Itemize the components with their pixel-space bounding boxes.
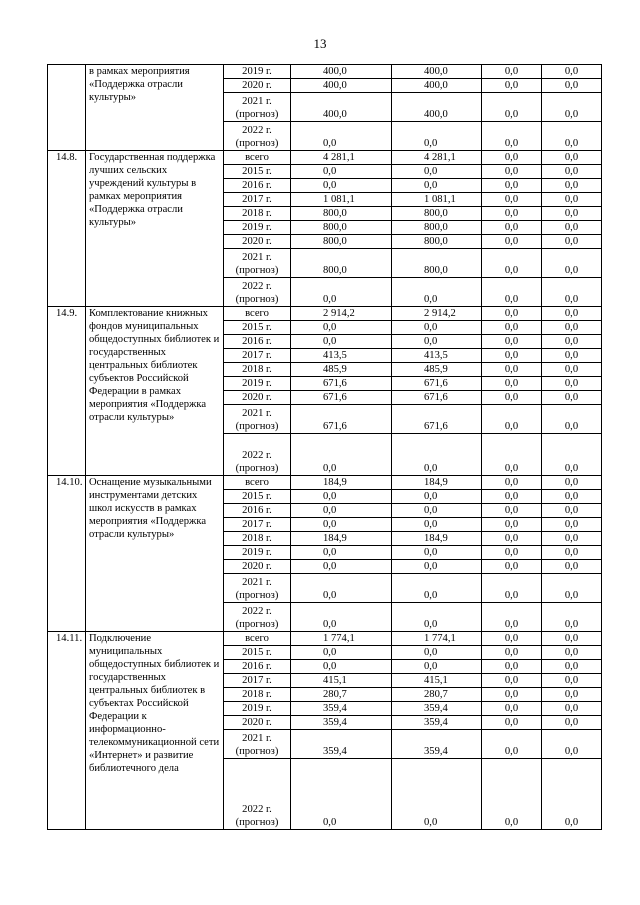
value-cell: 0,0 <box>542 476 602 490</box>
value-cell: 0,0 <box>482 278 542 307</box>
value-cell: 400,0 <box>392 65 482 79</box>
value-cell: 0,0 <box>542 603 602 632</box>
item-number: 14.9. <box>48 307 86 476</box>
period-cell: 2018 г. <box>224 207 291 221</box>
period-cell: 2017 г. <box>224 518 291 532</box>
period-cell: 2022 г. (прогноз) <box>224 434 291 476</box>
value-cell: 671,6 <box>392 391 482 405</box>
value-cell: 0,0 <box>482 405 542 434</box>
value-cell: 0,0 <box>482 716 542 730</box>
period-cell: 2022 г. (прогноз) <box>224 122 291 151</box>
period-cell: 2022 г. (прогноз) <box>224 278 291 307</box>
value-cell: 0,0 <box>542 632 602 646</box>
value-cell: 0,0 <box>482 335 542 349</box>
value-cell: 4 281,1 <box>392 151 482 165</box>
period-cell: 2019 г. <box>224 65 291 79</box>
period-cell: 2016 г. <box>224 335 291 349</box>
value-cell: 0,0 <box>482 349 542 363</box>
value-cell: 671,6 <box>291 391 392 405</box>
period-cell: 2018 г. <box>224 688 291 702</box>
value-cell: 0,0 <box>482 674 542 688</box>
value-cell: 0,0 <box>482 221 542 235</box>
period-cell: 2018 г. <box>224 363 291 377</box>
value-cell: 0,0 <box>482 603 542 632</box>
value-cell: 0,0 <box>542 646 602 660</box>
value-cell: 0,0 <box>291 179 392 193</box>
value-cell: 0,0 <box>482 193 542 207</box>
value-cell: 0,0 <box>291 278 392 307</box>
value-cell: 413,5 <box>392 349 482 363</box>
value-cell: 671,6 <box>392 405 482 434</box>
value-cell: 0,0 <box>482 702 542 716</box>
value-cell: 800,0 <box>291 221 392 235</box>
value-cell: 0,0 <box>542 335 602 349</box>
value-cell: 0,0 <box>392 179 482 193</box>
value-cell: 0,0 <box>392 490 482 504</box>
period-cell: 2017 г. <box>224 193 291 207</box>
value-cell: 0,0 <box>542 434 602 476</box>
period-cell: 2016 г. <box>224 179 291 193</box>
value-cell: 0,0 <box>542 702 602 716</box>
value-cell: 0,0 <box>482 476 542 490</box>
value-cell: 184,9 <box>291 476 392 490</box>
period-cell: 2020 г. <box>224 716 291 730</box>
value-cell: 0,0 <box>392 321 482 335</box>
value-cell: 0,0 <box>542 79 602 93</box>
value-cell: 0,0 <box>392 165 482 179</box>
value-cell: 0,0 <box>542 321 602 335</box>
value-cell: 0,0 <box>392 574 482 603</box>
page-number: 13 <box>313 36 327 51</box>
period-cell: 2019 г. <box>224 702 291 716</box>
value-cell: 0,0 <box>482 646 542 660</box>
value-cell: 0,0 <box>542 165 602 179</box>
value-cell: 0,0 <box>291 321 392 335</box>
period-cell: 2020 г. <box>224 235 291 249</box>
value-cell: 671,6 <box>291 405 392 434</box>
item-name: Государственная поддержка лучших сельских учреждений культуры в рамках мероприятия «Поддержка отрасли культуры» <box>86 151 224 307</box>
value-cell: 184,9 <box>291 532 392 546</box>
period-cell: 2021 г. (прогноз) <box>224 405 291 434</box>
value-cell: 0,0 <box>482 65 542 79</box>
period-cell: 2021 г. (прогноз) <box>224 730 291 759</box>
value-cell: 671,6 <box>392 377 482 391</box>
item-name: Оснащение музыкальными инструментами детских школ искусств в рамках мероприятия «Поддержка отрасли культуры» <box>86 476 224 632</box>
value-cell: 0,0 <box>291 546 392 560</box>
value-cell: 0,0 <box>291 518 392 532</box>
value-cell: 0,0 <box>542 532 602 546</box>
value-cell: 0,0 <box>291 660 392 674</box>
value-cell: 1 081,1 <box>291 193 392 207</box>
period-cell: 2015 г. <box>224 321 291 335</box>
value-cell: 0,0 <box>542 405 602 434</box>
table-row <box>48 476 602 490</box>
value-cell: 359,4 <box>392 730 482 759</box>
value-cell: 0,0 <box>482 560 542 574</box>
value-cell: 0,0 <box>392 335 482 349</box>
value-cell: 400,0 <box>291 79 392 93</box>
value-cell: 0,0 <box>482 321 542 335</box>
period-cell: 2015 г. <box>224 646 291 660</box>
value-cell: 415,1 <box>392 674 482 688</box>
value-cell: 280,7 <box>392 688 482 702</box>
value-cell: 0,0 <box>291 759 392 830</box>
value-cell: 1 081,1 <box>392 193 482 207</box>
value-cell: 0,0 <box>482 179 542 193</box>
value-cell: 0,0 <box>392 278 482 307</box>
value-cell: 0,0 <box>482 307 542 321</box>
item-number: 14.8. <box>48 151 86 307</box>
value-cell: 671,6 <box>291 377 392 391</box>
value-cell: 0,0 <box>482 574 542 603</box>
value-cell: 2 914,2 <box>392 307 482 321</box>
value-cell: 184,9 <box>392 476 482 490</box>
period-cell: 2021 г. (прогноз) <box>224 93 291 122</box>
period-cell: 2022 г. (прогноз) <box>224 603 291 632</box>
value-cell: 0,0 <box>542 122 602 151</box>
value-cell: 0,0 <box>542 560 602 574</box>
value-cell: 400,0 <box>291 65 392 79</box>
period-cell: 2017 г. <box>224 349 291 363</box>
value-cell: 2 914,2 <box>291 307 392 321</box>
value-cell: 0,0 <box>291 434 392 476</box>
value-cell: 0,0 <box>542 249 602 278</box>
period-cell: всего <box>224 307 291 321</box>
value-cell: 0,0 <box>392 603 482 632</box>
value-cell: 0,0 <box>482 122 542 151</box>
value-cell: 400,0 <box>392 93 482 122</box>
value-cell: 0,0 <box>482 151 542 165</box>
value-cell: 0,0 <box>482 660 542 674</box>
value-cell: 0,0 <box>482 730 542 759</box>
value-cell: 0,0 <box>482 490 542 504</box>
period-cell: всего <box>224 632 291 646</box>
period-cell: 2021 г. (прогноз) <box>224 574 291 603</box>
value-cell: 0,0 <box>542 688 602 702</box>
value-cell: 0,0 <box>291 165 392 179</box>
value-cell: 800,0 <box>291 235 392 249</box>
value-cell: 0,0 <box>482 391 542 405</box>
table-row <box>48 65 602 79</box>
value-cell: 0,0 <box>542 730 602 759</box>
value-cell: 415,1 <box>291 674 392 688</box>
value-cell: 0,0 <box>542 193 602 207</box>
value-cell: 0,0 <box>291 560 392 574</box>
value-cell: 0,0 <box>542 377 602 391</box>
value-cell: 359,4 <box>291 702 392 716</box>
value-cell: 0,0 <box>542 349 602 363</box>
value-cell: 359,4 <box>392 702 482 716</box>
period-cell: всего <box>224 151 291 165</box>
value-cell: 359,4 <box>291 716 392 730</box>
value-cell: 0,0 <box>542 65 602 79</box>
value-cell: 0,0 <box>291 646 392 660</box>
table-row <box>48 151 602 165</box>
value-cell: 0,0 <box>291 504 392 518</box>
value-cell: 0,0 <box>542 235 602 249</box>
value-cell: 0,0 <box>291 603 392 632</box>
value-cell: 359,4 <box>392 716 482 730</box>
value-cell: 0,0 <box>542 674 602 688</box>
period-cell: 2018 г. <box>224 532 291 546</box>
budget-table <box>47 64 602 830</box>
value-cell: 0,0 <box>392 518 482 532</box>
value-cell: 800,0 <box>392 221 482 235</box>
value-cell: 0,0 <box>482 504 542 518</box>
period-cell: 2016 г. <box>224 660 291 674</box>
value-cell: 0,0 <box>542 307 602 321</box>
value-cell: 1 774,1 <box>291 632 392 646</box>
value-cell: 0,0 <box>482 434 542 476</box>
value-cell: 0,0 <box>482 632 542 646</box>
value-cell: 0,0 <box>482 79 542 93</box>
period-cell: 2019 г. <box>224 546 291 560</box>
value-cell: 413,5 <box>291 349 392 363</box>
value-cell: 0,0 <box>291 122 392 151</box>
value-cell: 0,0 <box>542 391 602 405</box>
value-cell: 0,0 <box>482 363 542 377</box>
value-cell: 400,0 <box>392 79 482 93</box>
value-cell: 0,0 <box>542 363 602 377</box>
value-cell: 0,0 <box>542 660 602 674</box>
value-cell: 0,0 <box>482 249 542 278</box>
value-cell: 0,0 <box>542 716 602 730</box>
period-cell: всего <box>224 476 291 490</box>
table-row <box>48 632 602 646</box>
value-cell: 0,0 <box>392 560 482 574</box>
value-cell: 0,0 <box>542 546 602 560</box>
period-cell: 2015 г. <box>224 490 291 504</box>
value-cell: 485,9 <box>291 363 392 377</box>
value-cell: 0,0 <box>482 759 542 830</box>
period-cell: 2020 г. <box>224 560 291 574</box>
item-number: 14.11. <box>48 632 86 830</box>
value-cell: 0,0 <box>542 574 602 603</box>
value-cell: 800,0 <box>392 235 482 249</box>
period-cell: 2016 г. <box>224 504 291 518</box>
value-cell: 0,0 <box>482 235 542 249</box>
value-cell: 800,0 <box>291 207 392 221</box>
value-cell: 0,0 <box>482 546 542 560</box>
value-cell: 0,0 <box>291 490 392 504</box>
value-cell: 4 281,1 <box>291 151 392 165</box>
value-cell: 0,0 <box>542 504 602 518</box>
value-cell: 0,0 <box>482 532 542 546</box>
value-cell: 800,0 <box>392 207 482 221</box>
value-cell: 0,0 <box>291 335 392 349</box>
value-cell: 0,0 <box>291 574 392 603</box>
value-cell: 184,9 <box>392 532 482 546</box>
value-cell: 0,0 <box>482 207 542 221</box>
value-cell: 0,0 <box>392 504 482 518</box>
value-cell: 0,0 <box>482 688 542 702</box>
item-number: 14.10. <box>48 476 86 632</box>
value-cell: 800,0 <box>291 249 392 278</box>
value-cell: 0,0 <box>542 518 602 532</box>
value-cell: 0,0 <box>482 518 542 532</box>
value-cell: 0,0 <box>392 546 482 560</box>
value-cell: 0,0 <box>482 165 542 179</box>
value-cell: 359,4 <box>291 730 392 759</box>
value-cell: 0,0 <box>392 646 482 660</box>
value-cell: 0,0 <box>542 278 602 307</box>
period-cell: 2019 г. <box>224 221 291 235</box>
item-name: Подключение муниципальных общедоступных библиотек и государственных центральных библиотек в субъектах Российской Федерации к информационно-телекоммуникационной сети «Интернет» и развитие библиотечного дела <box>86 632 224 830</box>
value-cell: 0,0 <box>482 377 542 391</box>
value-cell: 400,0 <box>291 93 392 122</box>
period-cell: 2021 г. (прогноз) <box>224 249 291 278</box>
value-cell: 1 774,1 <box>392 632 482 646</box>
value-cell: 0,0 <box>542 207 602 221</box>
item-number <box>48 65 86 151</box>
value-cell: 280,7 <box>291 688 392 702</box>
period-cell: 2017 г. <box>224 674 291 688</box>
value-cell: 485,9 <box>392 363 482 377</box>
value-cell: 0,0 <box>542 221 602 235</box>
period-cell: 2015 г. <box>224 165 291 179</box>
item-name: в рамках мероприятия «Поддержка отрасли культуры» <box>86 65 224 151</box>
period-cell: 2019 г. <box>224 377 291 391</box>
value-cell: 0,0 <box>542 490 602 504</box>
value-cell: 0,0 <box>542 179 602 193</box>
period-cell: 2022 г. (прогноз) <box>224 759 291 830</box>
value-cell: 0,0 <box>482 93 542 122</box>
value-cell: 0,0 <box>392 759 482 830</box>
value-cell: 0,0 <box>542 93 602 122</box>
value-cell: 0,0 <box>542 151 602 165</box>
item-name: Комплектование книжных фондов муниципальных общедоступных библиотек и государственных центральных библиотек субъектов Российской Федерации в рамках мероприятия «Поддержка отрасли культуры» <box>86 307 224 476</box>
value-cell: 0,0 <box>392 122 482 151</box>
value-cell: 800,0 <box>392 249 482 278</box>
table-row <box>48 307 602 321</box>
period-cell: 2020 г. <box>224 391 291 405</box>
value-cell: 0,0 <box>542 759 602 830</box>
period-cell: 2020 г. <box>224 79 291 93</box>
value-cell: 0,0 <box>392 660 482 674</box>
value-cell: 0,0 <box>392 434 482 476</box>
